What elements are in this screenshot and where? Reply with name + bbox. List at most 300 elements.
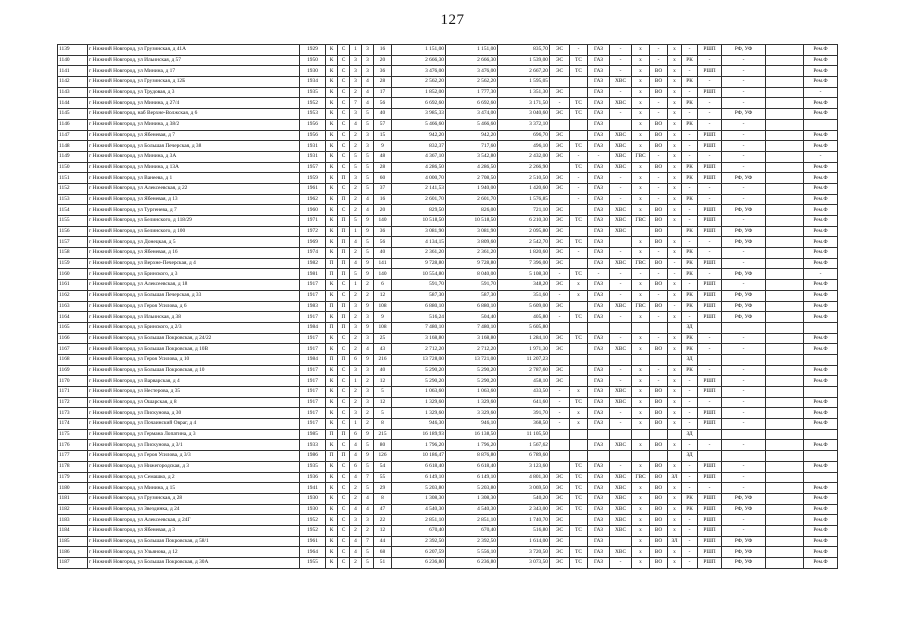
table-cell: ВО bbox=[650, 408, 668, 419]
table-cell bbox=[766, 525, 804, 536]
table-cell: - bbox=[722, 194, 766, 205]
table-cell: РШП bbox=[698, 45, 722, 56]
table-cell: ЭС bbox=[550, 248, 570, 259]
table-row bbox=[58, 419, 838, 430]
table-cell bbox=[766, 365, 804, 376]
table-cell: ТС bbox=[570, 98, 588, 109]
table-cell: х bbox=[668, 515, 682, 526]
table-cell bbox=[550, 162, 570, 173]
table-row bbox=[58, 515, 838, 526]
table-cell: 1180 bbox=[58, 483, 88, 494]
table-cell: 2 bbox=[350, 183, 362, 194]
table-cell: - bbox=[682, 87, 698, 98]
table-cell: г Нижний Новгород, ул Верхне-Печерская, д 4 bbox=[88, 258, 300, 269]
table-cell: 1171 bbox=[58, 387, 88, 398]
table-cell: РШП bbox=[698, 173, 722, 184]
table-cell: 3 bbox=[362, 66, 374, 77]
table-cell: 15 bbox=[374, 130, 392, 141]
table-cell: ВО bbox=[650, 525, 668, 536]
table-cell: - bbox=[668, 258, 682, 269]
table-cell: 3 bbox=[362, 45, 374, 56]
table-cell: - bbox=[650, 151, 668, 162]
table-cell: ХВС bbox=[610, 397, 632, 408]
table-cell: РФ, УФ bbox=[722, 493, 766, 504]
table-cell: ГАЗ bbox=[588, 558, 610, 569]
table-cell: х bbox=[632, 547, 650, 558]
table-cell bbox=[766, 237, 804, 248]
table-cell: Рем.Ф bbox=[804, 109, 838, 120]
table-cell: - bbox=[682, 558, 698, 569]
table-cell: х bbox=[668, 483, 682, 494]
table-cell bbox=[550, 440, 570, 451]
table-cell: ВО bbox=[650, 504, 668, 515]
table-cell: 832,37 bbox=[392, 141, 446, 152]
table-cell: 2 787,60 bbox=[498, 365, 550, 376]
table-cell: 942,20 bbox=[446, 130, 498, 141]
table-cell: - bbox=[610, 55, 632, 66]
table-cell: С bbox=[338, 205, 350, 216]
table-cell bbox=[570, 440, 588, 451]
table-cell: К bbox=[326, 66, 338, 77]
table-cell: 4 bbox=[362, 205, 374, 216]
table-cell: ГАЗ bbox=[588, 130, 610, 141]
table-cell: 1161 bbox=[58, 280, 88, 291]
table-cell: 1974 bbox=[300, 248, 326, 259]
table-cell: 1917 bbox=[300, 312, 326, 323]
table-cell: С bbox=[338, 66, 350, 77]
table-cell: 44 bbox=[374, 536, 392, 547]
table-cell: РК bbox=[682, 269, 698, 280]
table-cell: Рем.Ф bbox=[804, 183, 838, 194]
table-cell: г Нижний Новгород, ул Пискунова, д 3/1 bbox=[88, 440, 300, 451]
table-cell: 2 851,10 bbox=[446, 515, 498, 526]
table-cell: 4 000,70 bbox=[392, 173, 446, 184]
table-cell: - bbox=[682, 45, 698, 56]
table-cell: г Нижний Новгород, ул Минина, д 3А bbox=[88, 151, 300, 162]
table-cell: г Нижний Новгород, ул Ябеневая, д 13 bbox=[88, 194, 300, 205]
table-cell bbox=[766, 216, 804, 227]
table-cell: 3 bbox=[350, 322, 362, 333]
table-row bbox=[58, 151, 838, 162]
table-cell: Рем.Ф bbox=[804, 45, 838, 56]
table-cell: РФ, УФ bbox=[722, 226, 766, 237]
table-cell: ВО bbox=[650, 493, 668, 504]
table-cell bbox=[766, 483, 804, 494]
table-cell bbox=[766, 461, 804, 472]
table-cell: 2 bbox=[362, 408, 374, 419]
table-cell: 1 bbox=[350, 226, 362, 237]
table-cell: 670,40 bbox=[446, 525, 498, 536]
table-cell: ГАЗ bbox=[588, 55, 610, 66]
table-cell: РШП bbox=[698, 141, 722, 152]
table-cell bbox=[766, 504, 804, 515]
table-cell bbox=[766, 258, 804, 269]
table-cell: 1186 bbox=[58, 547, 88, 558]
table-cell: С bbox=[338, 525, 350, 536]
table-cell: 5 203,80 bbox=[446, 483, 498, 494]
table-cell: - bbox=[682, 547, 698, 558]
table-cell: - bbox=[722, 408, 766, 419]
table-cell: 4 bbox=[350, 237, 362, 248]
table-cell: - bbox=[550, 269, 570, 280]
table-cell bbox=[766, 536, 804, 547]
table-cell: 1952 bbox=[300, 515, 326, 526]
table-cell bbox=[550, 194, 570, 205]
table-cell: 3 040,60 bbox=[498, 109, 550, 120]
table-cell: г Нижний Новгород, ул Нестерова, д 35 bbox=[88, 387, 300, 398]
table-cell: ТС bbox=[570, 109, 588, 120]
table-cell: ЭС bbox=[550, 558, 570, 569]
table-cell: Рем.Ф bbox=[804, 258, 838, 269]
table-row bbox=[58, 558, 838, 569]
table-cell: 9 728,80 bbox=[392, 258, 446, 269]
table-cell: - bbox=[650, 183, 668, 194]
table-cell: - bbox=[610, 333, 632, 344]
table-cell: 458,10 bbox=[498, 376, 550, 387]
table-cell: 1146 bbox=[58, 119, 88, 130]
table-cell: - bbox=[722, 162, 766, 173]
table-cell: 2 392,50 bbox=[392, 536, 446, 547]
table-cell: К bbox=[326, 162, 338, 173]
table-cell: П bbox=[338, 354, 350, 365]
table-cell: 9 bbox=[362, 354, 374, 365]
table-cell: ГВС bbox=[632, 258, 650, 269]
table-row bbox=[58, 66, 838, 77]
table-cell: 1 420,60 bbox=[498, 183, 550, 194]
table-cell: ВО bbox=[650, 130, 668, 141]
table-cell: Рем.Ф bbox=[804, 98, 838, 109]
table-cell: - bbox=[682, 66, 698, 77]
table-cell: 48 bbox=[374, 151, 392, 162]
table-cell: г Нижний Новгород, ул Алексеевская, д 24Г bbox=[88, 515, 300, 526]
table-cell: С bbox=[338, 558, 350, 569]
table-cell: - bbox=[722, 87, 766, 98]
table-cell: ТС bbox=[570, 269, 588, 280]
table-cell: К bbox=[326, 280, 338, 291]
table-cell bbox=[570, 119, 588, 130]
table-cell: 3 bbox=[362, 312, 374, 323]
table-cell: ЭС bbox=[550, 141, 570, 152]
table-cell: К bbox=[326, 397, 338, 408]
table-cell: С bbox=[338, 547, 350, 558]
table-cell: х bbox=[668, 333, 682, 344]
table-cell: 1 740,70 bbox=[498, 515, 550, 526]
table-cell: х bbox=[668, 525, 682, 536]
table-cell: П bbox=[338, 451, 350, 462]
table-cell: 3 372,10 bbox=[498, 119, 550, 130]
table-cell: РШП bbox=[698, 376, 722, 387]
table-cell: 22 bbox=[374, 515, 392, 526]
table-cell: 2 bbox=[350, 130, 362, 141]
table-cell: х bbox=[668, 237, 682, 248]
table-cell: 1142 bbox=[58, 77, 88, 88]
table-cell: - bbox=[722, 365, 766, 376]
table-cell: 1174 bbox=[58, 419, 88, 430]
table-cell: К bbox=[326, 333, 338, 344]
table-cell: 1 329,60 bbox=[392, 397, 446, 408]
table-cell: ГАЗ bbox=[588, 98, 610, 109]
table-cell: - bbox=[722, 130, 766, 141]
table-cell: х bbox=[632, 365, 650, 376]
table-cell bbox=[550, 119, 570, 130]
table-cell: ЗД bbox=[682, 429, 698, 440]
table-cell: ГАЗ bbox=[588, 483, 610, 494]
table-cell: 10 554,80 bbox=[392, 269, 446, 280]
table-cell: 1917 bbox=[300, 419, 326, 430]
table-cell: г Нижний Новгород, ул Ябеневая, д 16 bbox=[88, 248, 300, 259]
table-cell: г Нижний Новгород, ул Семашко, д 2 bbox=[88, 472, 300, 483]
table-cell: 5 466,60 bbox=[446, 119, 498, 130]
table-cell: С bbox=[338, 408, 350, 419]
table-cell bbox=[632, 322, 650, 333]
table-cell: ГАЗ bbox=[588, 87, 610, 98]
table-cell: ТС bbox=[570, 237, 588, 248]
table-cell: 1 820,60 bbox=[498, 248, 550, 259]
table-cell bbox=[766, 141, 804, 152]
table-cell: - bbox=[682, 472, 698, 483]
table-row bbox=[58, 45, 838, 56]
table-cell: 1 567,62 bbox=[498, 440, 550, 451]
table-cell: - bbox=[588, 151, 610, 162]
table-cell bbox=[550, 77, 570, 88]
table-cell: х bbox=[668, 312, 682, 323]
table-cell: 3 073,50 bbox=[498, 558, 550, 569]
table-cell bbox=[650, 322, 668, 333]
table-cell: г Нижний Новгород, ул Алексеевская, д 18 bbox=[88, 280, 300, 291]
table-cell: - bbox=[650, 365, 668, 376]
table-cell: ЭС bbox=[550, 87, 570, 98]
table-row bbox=[58, 258, 838, 269]
table-cell: ГАЗ bbox=[588, 183, 610, 194]
table-cell: С bbox=[338, 493, 350, 504]
table-cell: 1933 bbox=[300, 440, 326, 451]
table-cell: С bbox=[338, 55, 350, 66]
table-cell: 4 bbox=[362, 87, 374, 98]
table-cell: ТС bbox=[570, 162, 588, 173]
table-cell: - bbox=[588, 269, 610, 280]
table-cell bbox=[804, 429, 838, 440]
table-cell: 1930 bbox=[300, 504, 326, 515]
table-cell: 5 605,80 bbox=[498, 322, 550, 333]
table-cell: х bbox=[632, 87, 650, 98]
table-cell: К bbox=[326, 77, 338, 88]
table-cell: К bbox=[326, 205, 338, 216]
table-cell: х bbox=[668, 87, 682, 98]
table-cell: 1935 bbox=[300, 87, 326, 98]
table-cell: П bbox=[326, 269, 338, 280]
table-cell: 5 290,20 bbox=[392, 376, 446, 387]
table-cell: 1145 bbox=[58, 109, 88, 120]
table-row bbox=[58, 493, 838, 504]
table-cell: 1 329,60 bbox=[446, 397, 498, 408]
table-cell: - bbox=[722, 376, 766, 387]
table-cell: 946,10 bbox=[446, 419, 498, 430]
table-cell: ГАЗ bbox=[588, 419, 610, 430]
table-cell bbox=[766, 301, 804, 312]
table-cell: х bbox=[632, 45, 650, 56]
table-cell: РШП bbox=[698, 504, 722, 515]
table-cell: 3 171,50 bbox=[498, 98, 550, 109]
table-cell: г Нижний Новгород, ул Минина, д 13А bbox=[88, 162, 300, 173]
table-cell bbox=[588, 354, 610, 365]
table-cell: 2 bbox=[350, 312, 362, 323]
table-cell: 7 480,10 bbox=[446, 322, 498, 333]
table-cell: 2 432,00 bbox=[498, 151, 550, 162]
table-row bbox=[58, 525, 838, 536]
table-row bbox=[58, 461, 838, 472]
table-cell: Рем.Ф bbox=[804, 312, 838, 323]
table-cell: ВО bbox=[650, 558, 668, 569]
table-cell: ЭС bbox=[550, 66, 570, 77]
table-cell: 5 bbox=[362, 119, 374, 130]
table-cell: 5 290,20 bbox=[392, 365, 446, 376]
table-cell: г Нижний Новгород, ул Большая Покровская, д 10 bbox=[88, 365, 300, 376]
table-cell: 3 476,00 bbox=[392, 66, 446, 77]
table-cell: 826,00 bbox=[446, 205, 498, 216]
table-cell: - bbox=[698, 440, 722, 451]
table-cell: ВО bbox=[650, 536, 668, 547]
table-cell: РШП bbox=[698, 558, 722, 569]
table-cell: РК bbox=[682, 258, 698, 269]
table-cell: Рем.Ф bbox=[804, 493, 838, 504]
table-cell: 1 777,30 bbox=[446, 87, 498, 98]
table-cell: Рем.Ф bbox=[804, 525, 838, 536]
table-cell bbox=[766, 440, 804, 451]
table-cell: РФ, УФ bbox=[722, 109, 766, 120]
table-cell: г Нижний Новгород, ул Германа Лопатина, д 3 bbox=[88, 429, 300, 440]
table-cell: 4 bbox=[362, 504, 374, 515]
page-number: 127 bbox=[440, 12, 465, 28]
table-row bbox=[58, 119, 838, 130]
table-cell: 1953 bbox=[300, 109, 326, 120]
table-cell: 43 bbox=[374, 344, 392, 355]
table-cell: ВО bbox=[650, 119, 668, 130]
table-cell: - bbox=[804, 269, 838, 280]
table-cell: 1 940,00 bbox=[446, 183, 498, 194]
table-cell: ЗЛ bbox=[668, 536, 682, 547]
table-cell bbox=[766, 77, 804, 88]
table-cell: 1143 bbox=[58, 87, 88, 98]
table-cell: - bbox=[668, 269, 682, 280]
table-cell: ЗД bbox=[682, 322, 698, 333]
table-cell: - bbox=[722, 55, 766, 66]
table-cell: 8 bbox=[374, 419, 392, 430]
table-cell bbox=[668, 451, 682, 462]
table-cell: РК bbox=[682, 194, 698, 205]
table-cell: 5 290,20 bbox=[446, 365, 498, 376]
table-cell bbox=[550, 461, 570, 472]
table-cell bbox=[570, 344, 588, 355]
table-cell: г Нижний Новгород, ул Ильинская, д 38 bbox=[88, 312, 300, 323]
table-cell: г Нижний Новгород, ул Ошарская, д 8 bbox=[88, 397, 300, 408]
table-cell: х bbox=[632, 525, 650, 536]
table-cell: 2 667,20 bbox=[498, 66, 550, 77]
table-cell: 3 bbox=[362, 130, 374, 141]
table-row bbox=[58, 322, 838, 333]
table-cell: П bbox=[326, 429, 338, 440]
table-cell: - bbox=[698, 55, 722, 66]
table-cell: х bbox=[668, 461, 682, 472]
table-cell: 4 bbox=[362, 344, 374, 355]
table-cell: - bbox=[682, 408, 698, 419]
table-cell: - bbox=[722, 141, 766, 152]
table-cell: ЭС bbox=[550, 525, 570, 536]
table-cell bbox=[766, 429, 804, 440]
table-cell: ЗД bbox=[682, 354, 698, 365]
table-cell bbox=[766, 269, 804, 280]
table-cell: 10 518,50 bbox=[392, 216, 446, 227]
table-cell: П bbox=[326, 451, 338, 462]
table-cell: 7 480,10 bbox=[392, 322, 446, 333]
table-cell: ВО bbox=[650, 216, 668, 227]
table-cell: Рем.Ф bbox=[804, 440, 838, 451]
table-cell: С bbox=[338, 98, 350, 109]
table-cell: 2 bbox=[350, 483, 362, 494]
table-cell: - bbox=[550, 419, 570, 430]
table-cell bbox=[722, 354, 766, 365]
table-cell: ЭС bbox=[550, 301, 570, 312]
table-cell: 1169 bbox=[58, 365, 88, 376]
table-cell: 1 bbox=[350, 45, 362, 56]
table-cell: ЭС bbox=[550, 344, 570, 355]
table-cell: ЭС bbox=[550, 547, 570, 558]
table-cell: х bbox=[668, 558, 682, 569]
table-cell: ЗЛ bbox=[668, 472, 682, 483]
table-cell: 1160 bbox=[58, 269, 88, 280]
table-row bbox=[58, 483, 838, 494]
table-cell: 1 971,30 bbox=[498, 344, 550, 355]
table-cell bbox=[610, 237, 632, 248]
table-cell: РК bbox=[682, 333, 698, 344]
table-cell: ТС bbox=[570, 141, 588, 152]
table-cell: П bbox=[338, 173, 350, 184]
table-cell: РФ, УФ bbox=[722, 269, 766, 280]
table-cell bbox=[698, 429, 722, 440]
table-cell: 1 308,30 bbox=[392, 493, 446, 504]
table-cell: г Нижний Новгород, ул Большая Покровская, д 30А bbox=[88, 558, 300, 569]
table-cell: К bbox=[326, 344, 338, 355]
table-cell: 2 bbox=[362, 290, 374, 301]
table-cell: 1173 bbox=[58, 408, 88, 419]
table-cell bbox=[588, 429, 610, 440]
table-cell: г Нижний Новгород, ул Грузинская, д 12Б bbox=[88, 77, 300, 88]
table-cell: К bbox=[326, 558, 338, 569]
table-cell: 1936 bbox=[300, 472, 326, 483]
table-cell: г Нижний Новгород, ул Трудовая, д 3 bbox=[88, 87, 300, 98]
table-cell bbox=[632, 226, 650, 237]
table-cell: ГАЗ bbox=[588, 440, 610, 451]
table-cell: ЭС bbox=[550, 237, 570, 248]
table-cell bbox=[570, 354, 588, 365]
table-cell: х bbox=[632, 558, 650, 569]
table-cell bbox=[588, 322, 610, 333]
table-cell: РШП bbox=[698, 226, 722, 237]
table-cell: К bbox=[326, 515, 338, 526]
table-cell: г Нижний Новгород, ул Большая Покровская, д 24/22 bbox=[88, 333, 300, 344]
table-cell: Рем.Ф bbox=[804, 536, 838, 547]
table-cell: 1166 bbox=[58, 333, 88, 344]
table-cell: - bbox=[650, 312, 668, 323]
table-row bbox=[58, 397, 838, 408]
table-cell: - bbox=[570, 45, 588, 56]
table-cell bbox=[610, 429, 632, 440]
table-cell: РК bbox=[682, 301, 698, 312]
table-cell: 3 bbox=[362, 141, 374, 152]
table-cell: 2 bbox=[350, 194, 362, 205]
table-cell: 641,60 bbox=[498, 397, 550, 408]
table-cell: 4 bbox=[350, 119, 362, 130]
table-cell: 11 105,50 bbox=[498, 429, 550, 440]
